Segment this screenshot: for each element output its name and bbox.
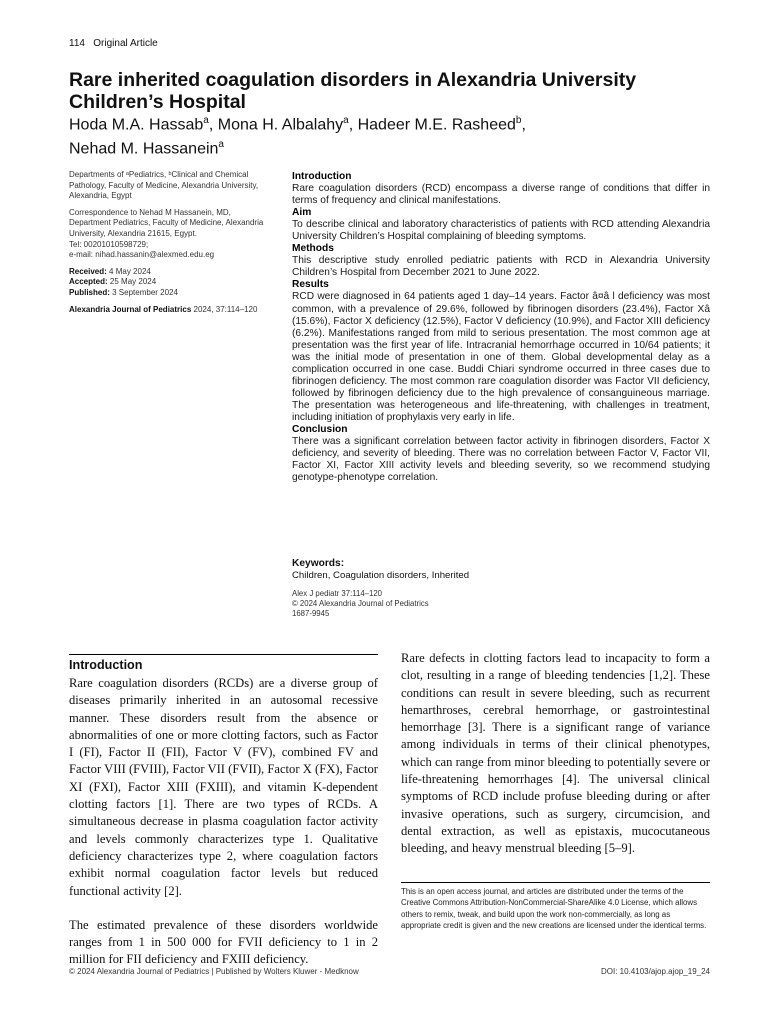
footer-left: © 2024 Alexandria Journal of Pediatrics | Published by Wolters Kluwer - Medknow	[69, 967, 359, 976]
article-dates	[69, 267, 269, 299]
column-rule-left	[69, 654, 378, 655]
abstract-introduction-text: Rare coagulation disorders (RCD) encompass a diverse range of conditions that differ in terms of frequency and clinical manifestations.	[292, 183, 710, 207]
author-name: Mona H. Albalahy	[217, 116, 344, 134]
correspondence-tel: Tel: 00201010598729;	[69, 239, 149, 249]
received-date: 4 May 2024	[109, 266, 151, 276]
issn-line: 1687-9945	[292, 609, 330, 618]
license-rule	[401, 882, 710, 883]
article-metadata	[69, 170, 269, 321]
abstract-conclusion-text: There was a significant correlation between factor activity in fibrinogen disorders, Factor X deficiency, and severity of bleeding. There was no correlation between Factor V, Factor VII, Factor XI, Factor XIII activity levels and bleeding severity, so we recommend studying genotype-phenotype correlation.	[292, 436, 710, 484]
author-separator: ,	[521, 116, 526, 134]
author-affiliation-mark: a	[218, 139, 224, 151]
accepted-label: Accepted:	[69, 277, 108, 287]
published-date: 3 September 2024	[112, 287, 178, 297]
citation-line: Alex J pediatr 37:114–120	[292, 589, 383, 598]
received-label: Received:	[69, 266, 107, 276]
author-affiliation-mark: a	[203, 115, 209, 126]
citation-block	[292, 589, 592, 619]
correspondence	[69, 208, 269, 261]
body-paragraph: The estimated prevalence of these disorders worldwide ranges from 1 in 500 000 for FVII deficiency to 1 in 2 million for FII deficiency and FXIII deficiency.	[69, 917, 378, 967]
correspondence-text: Correspondence to Nehad M Hassanein, MD, Department Pediatrics, Faculty of Medicine, Alexandria University, Alexandria 21615, Egypt.	[69, 207, 264, 238]
author-separator: ,	[348, 116, 358, 134]
author-affiliation-mark: b	[515, 115, 522, 126]
journal-volume: 2024, 37:114–120	[193, 304, 258, 314]
license-notice: This is an open access journal, and articles are distributed under the terms of the Creative Commons Attribution-NonCommercial-ShareAlike 4.0 License, which allows others to remix, tweak, and build upon the work non-commercially, as long as appropriate credit is given and the new creations are licensed under the identical terms.	[401, 887, 707, 931]
author-name: Nehad M. Hassanein	[69, 140, 219, 158]
abstract-results-heading: Results	[292, 279, 329, 291]
keywords-block	[292, 558, 710, 582]
correspondence-email[interactable]: e-mail: nihad.hassanin@alexmed.edu.eg	[69, 250, 215, 260]
body-column-right	[401, 650, 710, 858]
journal-reference	[69, 305, 269, 316]
author-name: Hoda M.A. Hassab	[69, 116, 204, 134]
author-separator: ,	[208, 116, 218, 134]
accepted-date: 25 May 2024	[109, 277, 157, 287]
doi-link[interactable]: DOI: 10.4103/ajop.ajop_19_24	[601, 967, 710, 976]
keywords-list: Children, Coagulation disorders, Inherited	[292, 570, 470, 581]
article-title: Rare inherited coagulation disorders in Alexandria University Children’s Hospital	[69, 69, 637, 113]
affiliation: Departments of ᵃPediatrics, ᵇClinical and Chemical Pathology, Faculty of Medicine, Alexandria University, Alexandria, Egypt	[69, 170, 259, 201]
author-affiliation-mark: a	[343, 115, 349, 126]
copyright-line: © 2024 Alexandria Journal of Pediatrics	[292, 599, 429, 608]
abstract-results-text: RCD were diagnosed in 64 patients aged 1 day–14 years. Factor â¤â l deficiency was most common, with a prevalence of 29.6%, followed by fibrinogen disorders (23.4%), Factor Xâ (15.6%), Factor X deficiency (12.5%), Factor V deficiency (10.9%), and Factor XIII deficiency (6.2%). Manifestations ranged from mild to serious presentation. The most common age at presentation was the first year of life. Intracranial hemorrhage occurred in 10/64 patients; it was the initial mode of presentation in one of them. Global developmental delay as a complication occurred in one case. Buddi Chiari syndrome occurred in three cases due to fibrinogen deficiency. The most common rare coagulation disorder was Factor VII deficiency, followed by fibrinogen deficiency due to the high prevalence of consanguineous marriage. The presentation was heterogeneous and life-threatening, with challenges in treatment, including initiation of prophylaxis very early in life.	[292, 291, 710, 423]
abstract-methods-heading: Methods	[292, 243, 334, 255]
journal-name: Alexandria Journal of Pediatrics	[69, 304, 192, 314]
body-column-left	[69, 675, 378, 969]
body-paragraph: Rare defects in clotting factors lead to incapacity to form a clot, resulting in a range of bleeding tendencies [1,2]. These conditions can result in severe bleeding, such as recurrent hemarthroses, cerebral hemorrhage, or gastrointestinal hemorrhage [3]. There is a significant range of variance among individuals in terms of their clinical phenotypes, which can range from minor bleeding to potentially severe or life-threatening hemorrhages [4]. The universal clinical symptoms of RCD include profuse bleeding during or after invasive operations, such as surgery, circumcision, and dental extraction, as well as epistaxis, mucocutaneous bleeding, and heavy menstrual bleeding [5–9].	[401, 651, 710, 856]
abstract-conclusion-heading: Conclusion	[292, 423, 348, 435]
abstract	[292, 171, 710, 484]
abstract-aim-heading: Aim	[292, 207, 312, 219]
author-list	[69, 111, 709, 160]
author-name: Hadeer M.E. Rasheed	[357, 116, 516, 134]
abstract-aim-text: To describe clinical and laboratory characteristics of patients with RCD attending Alexandria University Children’s Hospital complaining of bleeding symptoms.	[292, 219, 710, 243]
published-label: Published:	[69, 287, 110, 297]
body-paragraph: Rare coagulation disorders (RCDs) are a diverse group of diseases primarily inherited in an autosomal recessive manner. These disorders result from the absence or abnormalities of one or more clotting factors, such as Factor I (FI), Factor II (FII), Factor V (FV), combined FV and Factor VIII (FVIII), Factor VII (FVII), Factor X (FX), Factor XI (FXI), Factor XIII (FXIII), and vitamin K-dependent clotting factors [1]. There are two types of RCDs. A simultaneous decrease in plasma coagulation factor activity and levels commonly characterizes type 1. Qualitative deficiency characterizes type 2, where coagulation factors exhibit normal coagulation factor levels but reduced functional activity [2].	[69, 676, 378, 898]
abstract-methods-text: This descriptive study enrolled pediatric patients with RCD in Alexandria University Children’s Hospital from December 2021 to June 2022.	[292, 255, 710, 279]
introduction-heading: Introduction	[69, 658, 143, 672]
keywords-heading: Keywords:	[292, 558, 345, 569]
abstract-introduction-heading: Introduction	[292, 171, 352, 182]
running-header: 114 Original Article	[69, 38, 158, 49]
